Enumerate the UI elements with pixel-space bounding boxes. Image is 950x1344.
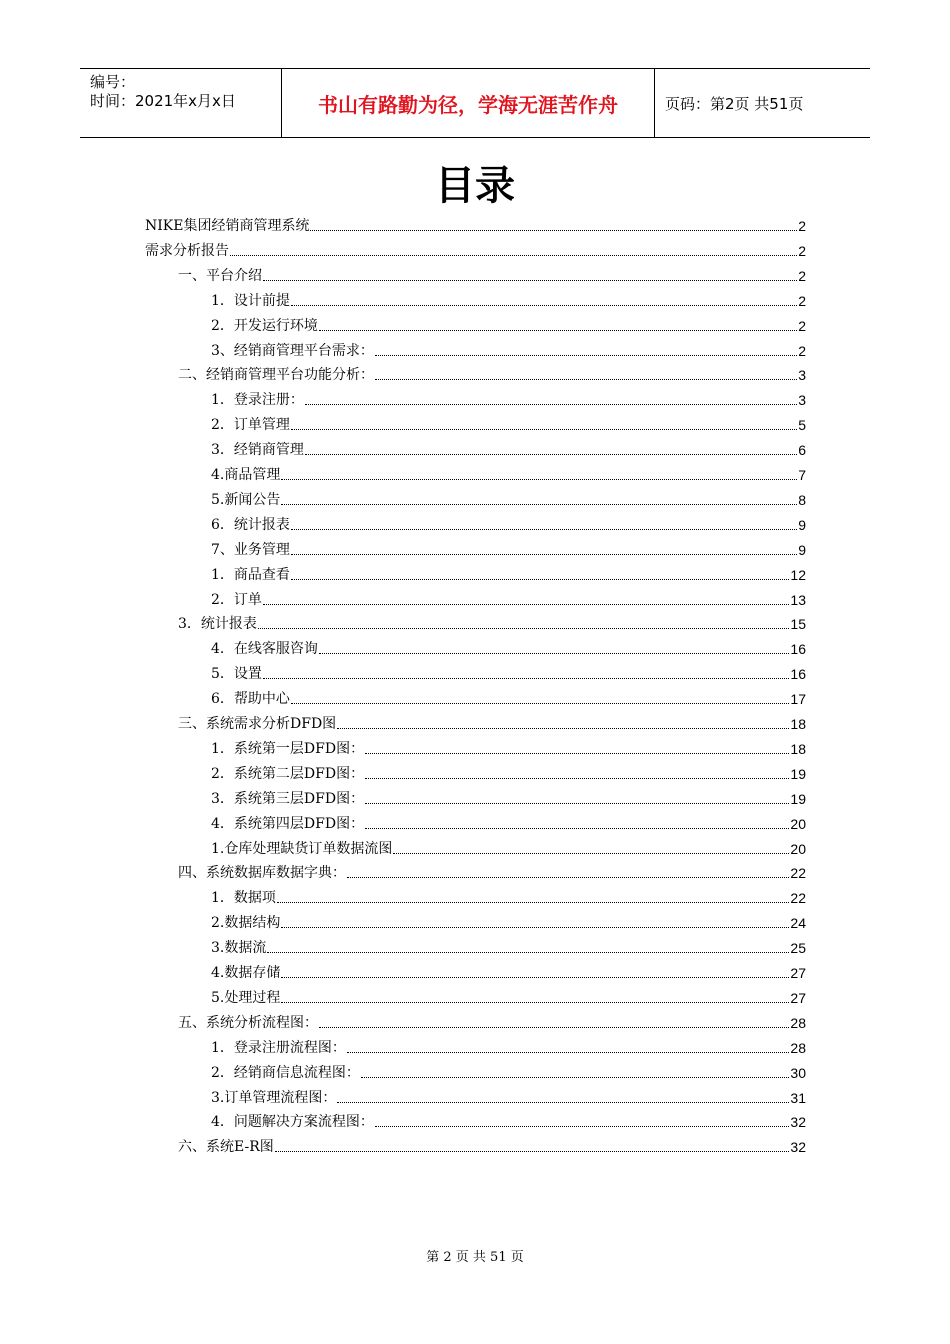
toc-entry[interactable] [211, 836, 806, 858]
toc-dot-leader [291, 428, 797, 430]
toc-entry-page: 9 [798, 516, 806, 533]
toc-entry-page: 31 [790, 1089, 806, 1106]
toc-dot-leader [258, 627, 790, 629]
toc-entry-page: 32 [790, 1139, 806, 1156]
toc-dot-leader [365, 752, 789, 754]
toc-entry-title: 三、系统需求分析DFD图 [178, 716, 337, 732]
toc-entry-page: 6 [798, 442, 806, 459]
toc-entry[interactable] [211, 786, 806, 808]
toc-entry-page: 19 [790, 790, 806, 807]
header-meta [80, 69, 282, 137]
toc-entry-title: 1.仓库处理缺货订单数据流图 [211, 840, 393, 857]
toc-entry-page: 2 [798, 267, 806, 284]
toc-entry-page: 28 [790, 1014, 806, 1031]
toc-dot-leader [277, 901, 790, 903]
toc-entry-title: 四、系统数据库数据字典： [178, 865, 346, 882]
toc-entry-title: 一、平台介绍 [178, 267, 262, 284]
toc-entry-page: 16 [790, 666, 806, 683]
toc-entry-title: 4．系统第四层DFD图： [211, 815, 365, 832]
toc-entry-page: 25 [790, 940, 806, 957]
toc-entry[interactable] [211, 512, 806, 534]
toc-entry[interactable] [211, 487, 806, 509]
toc-entry[interactable] [211, 462, 806, 484]
toc-entry-title: 5．设置 [211, 666, 262, 683]
toc-entry-title: 需求分析报告 [145, 242, 229, 259]
toc-entry-title: 4.数据存储 [211, 965, 281, 981]
toc-entry[interactable] [211, 935, 806, 957]
toc-entry-title: 4.商品管理 [211, 467, 281, 483]
toc-dot-leader [365, 777, 789, 779]
toc-entry[interactable] [211, 761, 806, 783]
toc-dot-leader [291, 304, 797, 306]
toc-dot-leader [375, 1125, 790, 1127]
time-label: 时间：2021年x月x日 [90, 92, 236, 110]
toc-entry[interactable] [211, 1109, 806, 1131]
toc-dot-leader [375, 354, 797, 356]
toc-entry-page: 28 [790, 1039, 806, 1056]
toc-entry-title: 六、系统E-R图 [178, 1139, 274, 1156]
toc-dot-leader [305, 403, 797, 405]
toc-entry-page: 2 [798, 292, 806, 309]
toc-entry-title: 4．问题解决方案流程图： [211, 1114, 374, 1131]
toc-dot-leader [319, 1026, 789, 1028]
header-motto: 书山有路勤为径，学海无涯苦作舟 [282, 69, 655, 137]
page-footer: 第 2 页 共 51 页 [426, 1250, 524, 1265]
toc-entry[interactable] [211, 686, 806, 708]
toc-entry[interactable] [211, 587, 806, 609]
toc-entry-page: 5 [798, 417, 806, 434]
toc-dot-leader [281, 503, 797, 505]
toc-dot-leader [291, 702, 790, 704]
toc-entry[interactable] [178, 362, 806, 384]
toc-entry-page: 18 [790, 740, 806, 757]
toc-dot-leader [291, 528, 797, 530]
toc-entry-page: 8 [798, 491, 806, 508]
toc-entry-title: 2.数据结构 [211, 915, 281, 932]
toc-entry[interactable] [211, 1060, 806, 1082]
toc-entry-title: 1．登录注册流程图： [211, 1039, 346, 1056]
toc-entry[interactable] [211, 338, 806, 360]
toc-entry-title: 6．统计报表 [211, 516, 290, 533]
toc-entry-page: 15 [790, 616, 806, 633]
toc-entry-title: 3．经销商管理 [211, 442, 304, 459]
toc-entry-title: 五、系统分析流程图： [178, 1014, 318, 1031]
toc-dot-leader [281, 926, 789, 928]
toc-entry-title: 5.新闻公告 [211, 491, 281, 508]
toc-dot-leader [230, 254, 797, 256]
toc-entry-page: 2 [798, 242, 806, 259]
page-header [80, 68, 870, 138]
toc-entry-title: 3.数据流 [211, 940, 267, 957]
toc-entry[interactable] [211, 537, 806, 559]
toc-entry[interactable] [211, 1035, 806, 1057]
toc-entry-title: 1．商品查看 [211, 566, 290, 583]
toc-entry-title: NIKE集团经销商管理系统 [145, 218, 310, 234]
toc-entry[interactable] [211, 636, 806, 658]
toc-entry[interactable] [178, 611, 806, 633]
toc-entry-title: 6．帮助中心 [211, 691, 290, 708]
toc-entry-page: 13 [790, 591, 806, 608]
toc-entry-title: 7、业务管理 [211, 541, 290, 558]
toc-entry[interactable] [211, 661, 806, 683]
toc-entry-title: 3、经销商管理平台需求： [211, 342, 374, 359]
toc-dot-leader [365, 827, 789, 829]
toc-entry-page: 27 [790, 989, 806, 1006]
toc-dot-leader [291, 553, 797, 555]
toc-dot-leader [291, 578, 790, 580]
toc-entry[interactable] [211, 736, 806, 758]
toc-entry-title: 2．系统第二层DFD图： [211, 765, 365, 782]
toc-dot-leader [361, 1076, 790, 1078]
toc-entry[interactable] [211, 313, 806, 335]
toc-entry-page: 9 [798, 541, 806, 558]
toc-entry[interactable] [178, 1010, 806, 1032]
toc-entry-page: 16 [790, 641, 806, 658]
toc-entry-title: 3．统计报表 [178, 616, 257, 633]
toc-dot-leader [305, 453, 797, 455]
toc-entry-title: 3．系统第三层DFD图： [211, 790, 365, 807]
toc-entry[interactable] [211, 985, 806, 1007]
toc-entry-page: 2 [798, 218, 806, 234]
toc-dot-leader [393, 852, 789, 854]
toc-dot-leader [263, 603, 790, 605]
toc-dot-leader [365, 802, 789, 804]
toc-entry[interactable] [211, 288, 806, 310]
toc-entry-page: 24 [790, 915, 806, 932]
toc-dot-leader [281, 976, 789, 978]
toc-entry[interactable] [211, 910, 806, 932]
toc-dot-leader [263, 677, 790, 679]
header-page-info: 页码：第2页 共51页 [665, 94, 804, 113]
toc-dot-leader [337, 727, 789, 729]
toc-entry-page: 3 [798, 392, 806, 409]
toc-entry[interactable] [178, 711, 806, 733]
toc-entry-page: 20 [790, 815, 806, 832]
toc-entry-title: 4．在线客服咨询 [211, 641, 318, 658]
toc-entry-page: 7 [798, 467, 806, 483]
toc-entry[interactable] [211, 885, 806, 907]
toc-entry-title: 2．经销商信息流程图： [211, 1064, 360, 1081]
toc-dot-leader [319, 329, 797, 331]
toc-entry-title: 5.处理过程 [211, 989, 281, 1006]
toc-entry-page: 2 [798, 317, 806, 334]
toc-entry-page: 12 [790, 566, 806, 583]
toc-entry-title: 2．开发运行环境 [211, 317, 318, 334]
toc-entry-page: 32 [790, 1114, 806, 1131]
toc-entry[interactable] [145, 213, 806, 235]
toc-entry[interactable] [145, 238, 806, 260]
toc-entry-page: 18 [790, 716, 806, 732]
toc-entry[interactable] [178, 860, 806, 882]
toc-entry-title: 1．数据项 [211, 890, 276, 907]
toc-entry[interactable] [211, 412, 806, 434]
toc-entry-title: 2．订单管理 [211, 417, 290, 434]
toc-entry-page: 19 [790, 765, 806, 782]
toc-entry-page: 30 [790, 1064, 806, 1081]
toc-dot-leader [375, 378, 797, 380]
toc-entry-page: 27 [790, 965, 806, 981]
toc-dot-leader [281, 1001, 789, 1003]
toc-entry-page: 17 [790, 691, 806, 708]
toc-entry[interactable] [211, 960, 806, 982]
toc-entry-page: 22 [790, 865, 806, 882]
toc-dot-leader [347, 1051, 790, 1053]
toc-entry[interactable] [211, 811, 806, 833]
toc-dot-leader [263, 279, 797, 281]
toc-entry[interactable] [211, 1085, 806, 1107]
toc-entry-title: 2．订单 [211, 591, 262, 608]
page-title: 目录 [435, 163, 515, 209]
toc-entry-title: 1．系统第一层DFD图： [211, 740, 365, 757]
toc-entry-page: 22 [790, 890, 806, 907]
toc-entry-title: 1．登录注册： [211, 392, 304, 409]
toc-dot-leader [337, 1101, 789, 1103]
toc-entry-page: 20 [790, 840, 806, 857]
toc-entry-title: 3.订单管理流程图： [211, 1089, 337, 1106]
toc-dot-leader [275, 1150, 790, 1152]
toc-entry[interactable] [211, 387, 806, 409]
toc-dot-leader [281, 478, 797, 480]
toc-entry[interactable] [178, 1134, 806, 1156]
toc-entry-title: 1．设计前提 [211, 292, 290, 309]
number-label: 编号： [90, 73, 136, 91]
toc-dot-leader [310, 229, 797, 231]
toc-entry-page: 2 [798, 342, 806, 359]
toc-entry[interactable] [211, 437, 806, 459]
toc-dot-leader [267, 951, 789, 953]
toc-dot-leader [319, 652, 790, 654]
toc-entry-title: 二、经销商管理平台功能分析： [178, 367, 374, 384]
toc-entry-page: 3 [798, 367, 806, 384]
toc-entry[interactable] [211, 562, 806, 584]
toc-dot-leader [347, 876, 789, 878]
toc-entry[interactable] [178, 263, 806, 285]
